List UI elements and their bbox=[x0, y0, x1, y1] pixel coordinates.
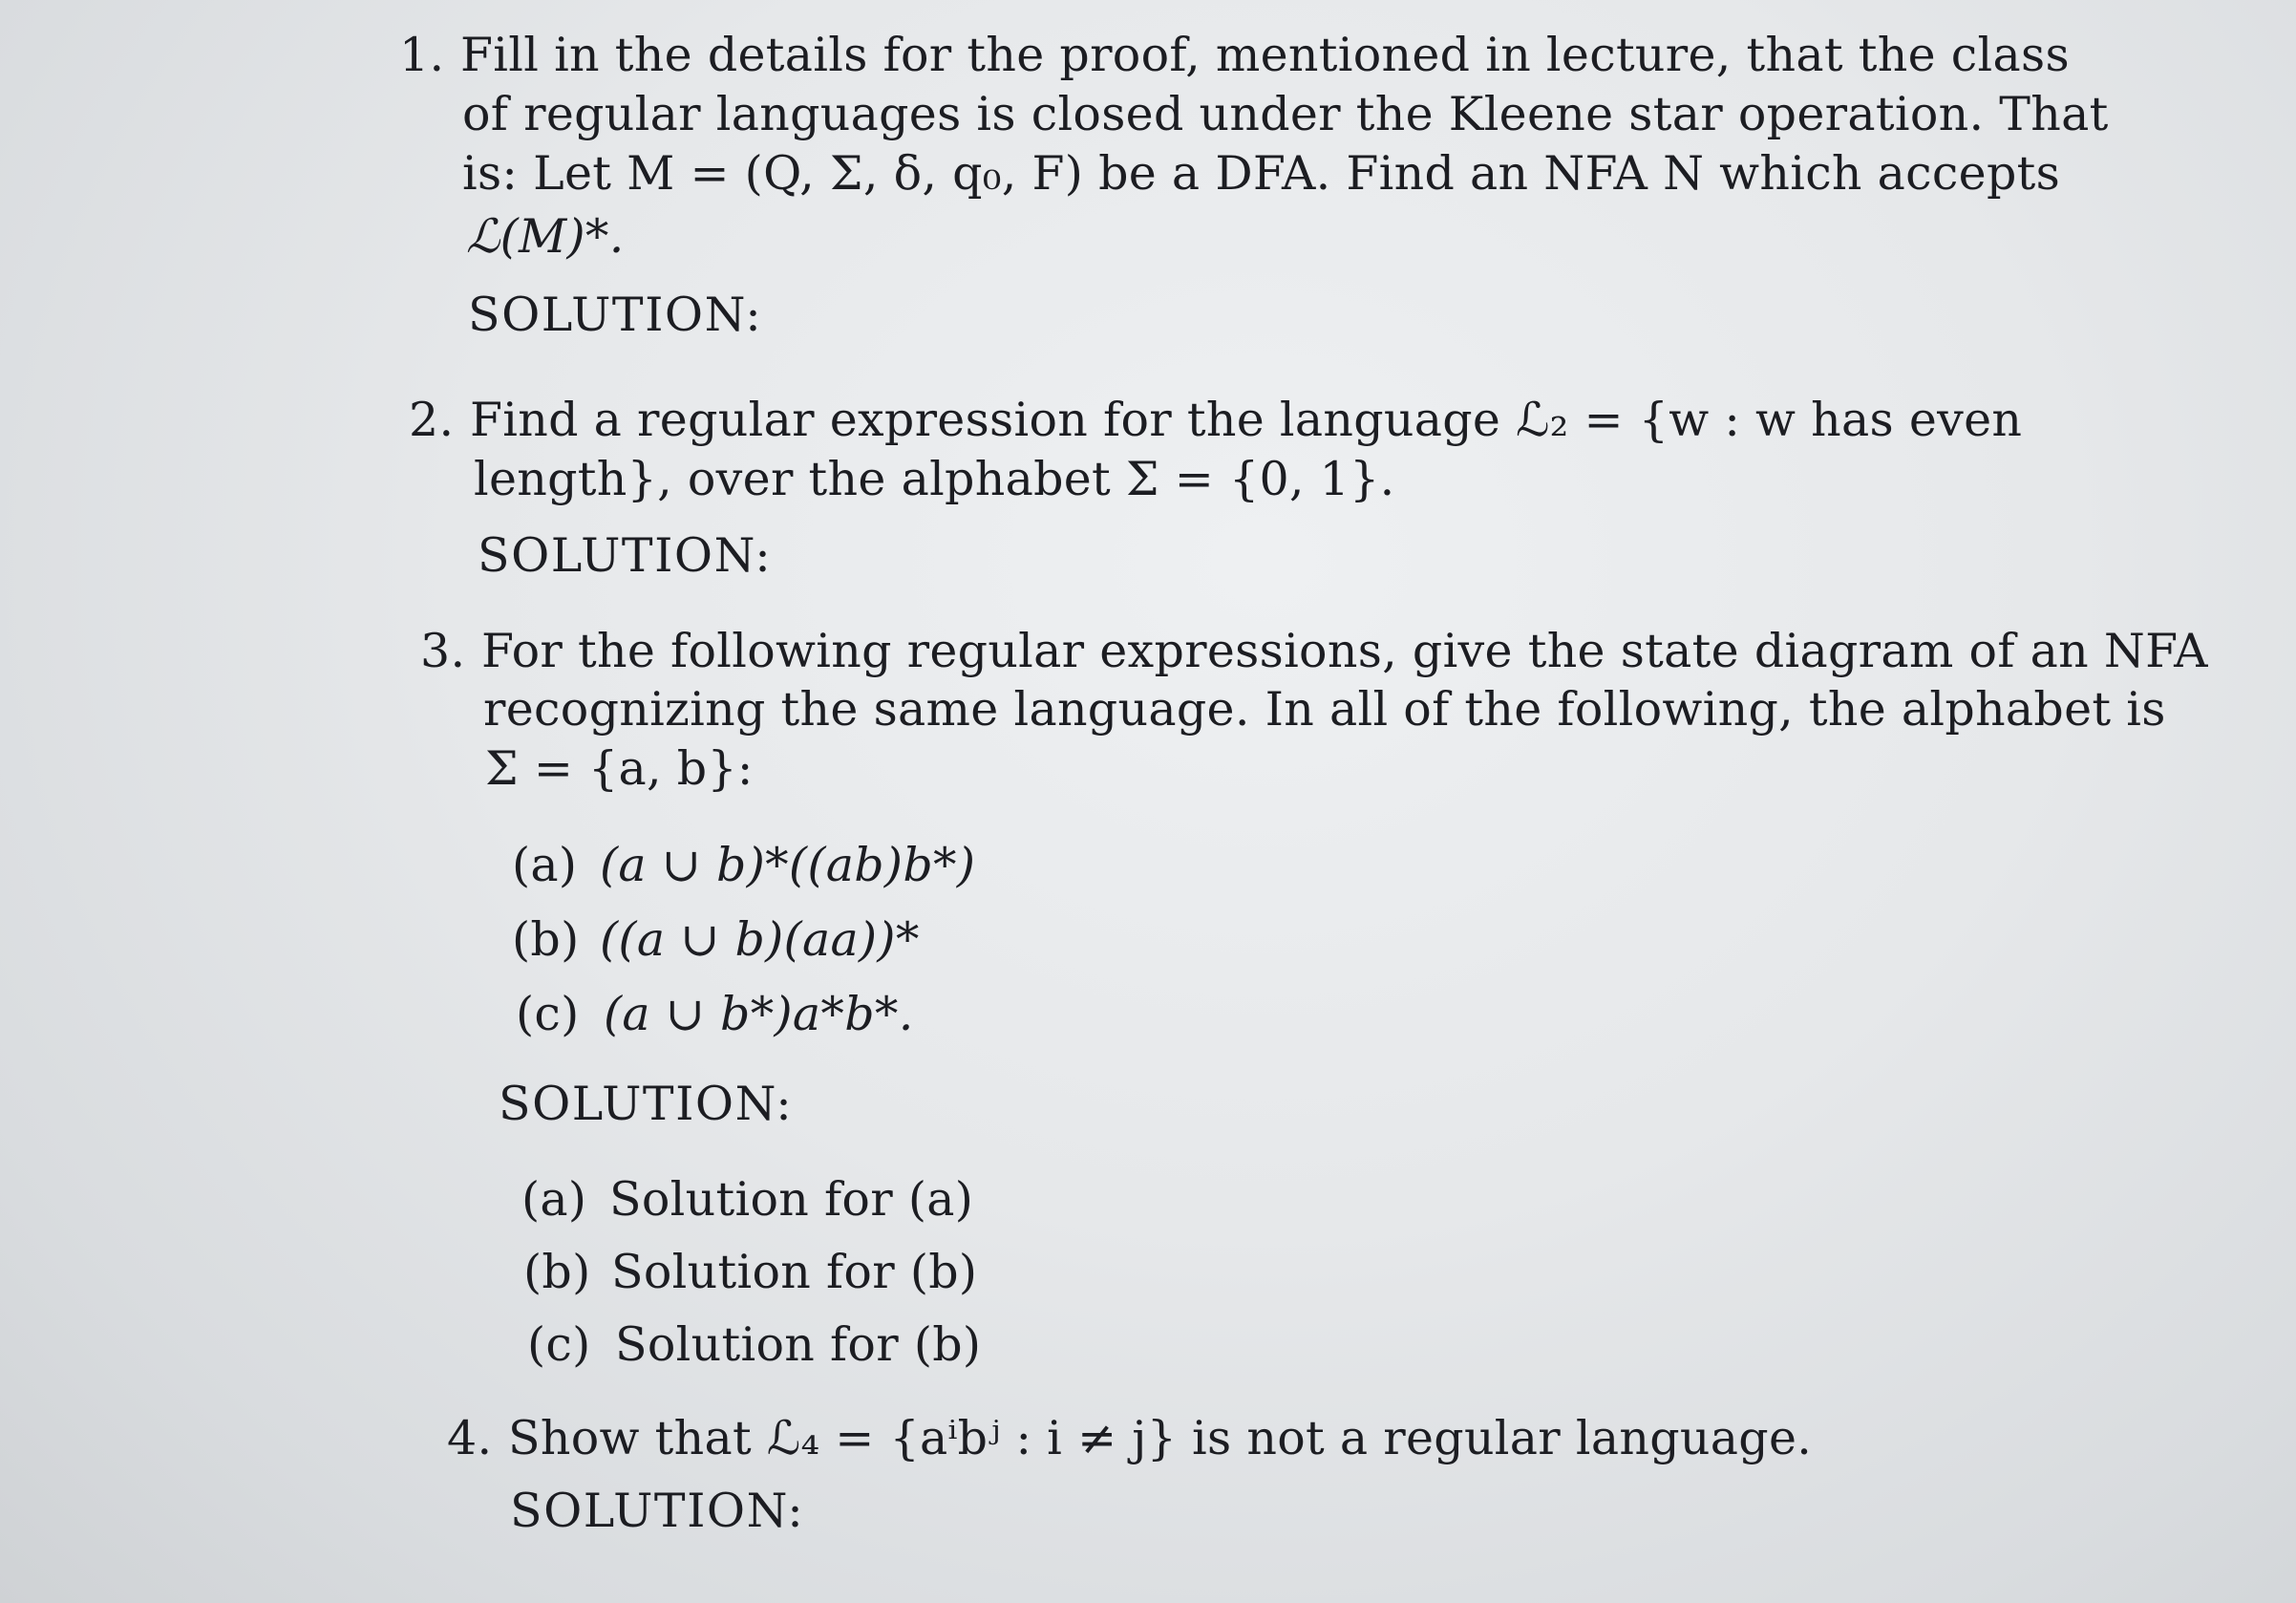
problem-1-line-4 bbox=[466, 208, 625, 266]
problem-2-solution-label: SOLUTION: bbox=[478, 528, 773, 583]
problem-1-line-3 bbox=[462, 145, 2061, 203]
problem-3-solution-a-text: Solution for (a) bbox=[609, 1172, 974, 1227]
problem-3-solution-c-label: (c) bbox=[527, 1317, 591, 1372]
problem-3-part-a-label: (a) bbox=[512, 838, 578, 892]
problem-2-text-line-1: Find a regular expression for the language ℒ₂ = {w : w has even bbox=[470, 393, 2023, 447]
problem-1-solution-label: SOLUTION: bbox=[468, 288, 763, 342]
problem-3-part-a bbox=[512, 837, 975, 894]
problem-2-line-2 bbox=[474, 451, 1395, 508]
problem-3-solution-b-label: (b) bbox=[523, 1245, 591, 1299]
problem-3-solution-b bbox=[523, 1244, 977, 1301]
problem-3-text-line-1: For the following regular expressions, give the state diagram of an NFA bbox=[481, 624, 2208, 678]
problem-3-part-c-label: (c) bbox=[516, 987, 580, 1041]
problem-4-solution-label: SOLUTION: bbox=[510, 1484, 805, 1538]
problem-3-part-b-expr: ((a ∪ b)(aa))* bbox=[600, 912, 920, 967]
problem-1-number: 1. bbox=[399, 28, 445, 82]
problem-3-number: 3. bbox=[420, 624, 466, 678]
problem-1-text-line-1: Fill in the details for the proof, mentioned in lecture, that the class bbox=[460, 28, 2070, 82]
problem-3-solution-c bbox=[527, 1316, 981, 1374]
problem-3-line-3 bbox=[485, 740, 754, 798]
problem-3-part-c-expr: (a ∪ b*)a*b*. bbox=[604, 987, 914, 1041]
problem-3-solution-a bbox=[521, 1171, 973, 1229]
problem-2-text-line-2: length}, over the alphabet Σ = {0, 1}. bbox=[474, 452, 1395, 506]
problem-3-part-c bbox=[516, 986, 914, 1043]
problem-3-line-2 bbox=[483, 681, 2166, 738]
problem-4-line-1 bbox=[447, 1410, 1812, 1467]
problem-3-part-b bbox=[512, 911, 920, 969]
problem-1-text-line-4: ℒ(M)*. bbox=[466, 209, 625, 264]
problem-3-part-b-label: (b) bbox=[512, 912, 580, 967]
problem-3-solution-a-label: (a) bbox=[521, 1172, 587, 1227]
problem-2-line-1 bbox=[409, 392, 2023, 449]
problem-2-number: 2. bbox=[409, 393, 455, 447]
problem-1-text-line-3: is: Let M = (Q, Σ, δ, q₀, F) be a DFA. Find an NFA N which accepts bbox=[462, 146, 2061, 201]
problem-1-line-2 bbox=[462, 86, 2109, 143]
problem-4-number: 4. bbox=[447, 1411, 493, 1465]
problem-3-text-line-2: recognizing the same language. In all of the following, the alphabet is bbox=[483, 682, 2166, 737]
problem-4-text-line-1: Show that ℒ₄ = {aⁱbʲ : i ≠ j} is not a regular language. bbox=[508, 1411, 1813, 1465]
problem-3-part-a-expr: (a ∪ b)*((ab)b*) bbox=[600, 838, 976, 892]
problem-3-solution-b-text: Solution for (b) bbox=[611, 1245, 978, 1299]
problem-3-solution-label: SOLUTION: bbox=[499, 1077, 794, 1131]
problem-3-text-line-3: Σ = {a, b}: bbox=[485, 741, 754, 796]
problem-3-solution-c-text: Solution for (b) bbox=[615, 1317, 982, 1372]
problem-1-text-line-2: of regular languages is closed under the Kleene star operation. That bbox=[462, 87, 2109, 141]
problem-1-line-1 bbox=[399, 27, 2070, 84]
problem-3-line-1 bbox=[420, 623, 2208, 680]
